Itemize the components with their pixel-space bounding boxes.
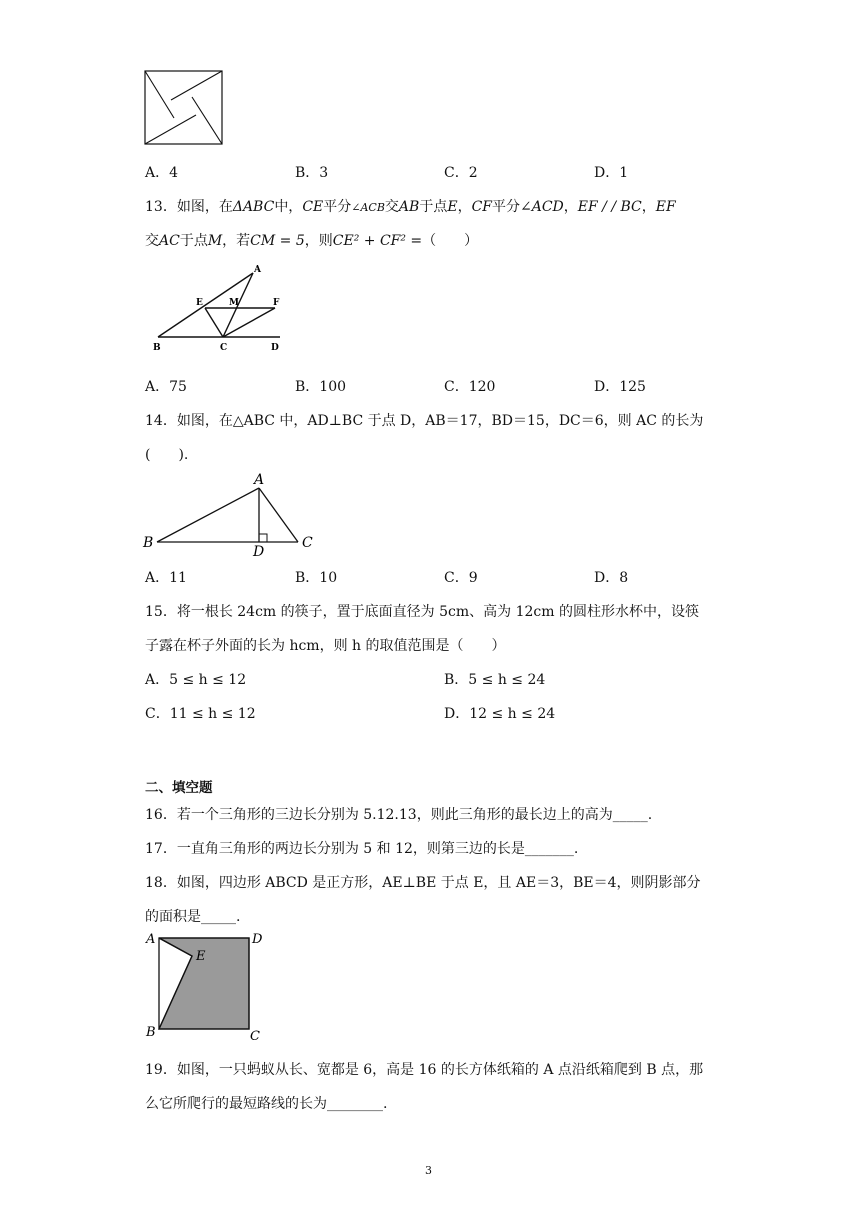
q13-line-1: 13．如图，在ΔABC中，CE平分∠ACB交AB于点E，CF平分∠ACD，EF / / BC，EF	[145, 199, 676, 215]
q14-option-a: A．11	[145, 570, 187, 586]
q18-label-a: A	[146, 932, 156, 947]
q15-option-a: A．5 ≤ h ≤ 12	[145, 672, 247, 688]
q13-label-f: F	[273, 298, 280, 308]
q14-label-c: C	[302, 535, 313, 551]
q13-label-c: C	[220, 343, 228, 353]
section-heading-fill-in: 二、填空题	[145, 780, 213, 796]
q13-option-a: A．75	[145, 379, 187, 395]
q12-pinwheel-figure	[144, 70, 224, 146]
q15-option-d: D．12 ≤ h ≤ 24	[444, 706, 556, 722]
q15-line-2: 子露在杯子外面的长为 hcm，则 h 的取值范围是（ ）	[145, 638, 506, 654]
q13-triangle-figure	[145, 262, 290, 354]
q15-option-c: C．11 ≤ h ≤ 12	[145, 706, 256, 722]
q13-option-c: C．120	[444, 379, 496, 395]
q14-label-b: B	[143, 535, 154, 551]
q17-text: 17．一直角三角形的两边长分别为 5 和 12，则第三边的长是_______.	[145, 841, 579, 857]
q16-text: 16．若一个三角形的三边长分别为 5.12.13，则此三角形的最长边上的高为_____.	[145, 807, 653, 823]
q18-label-b: B	[146, 1025, 156, 1040]
q13-label-b: B	[153, 343, 161, 353]
q18-square-figure	[143, 928, 269, 1046]
q14-option-b: B．10	[295, 570, 338, 586]
q13-option-b: B．100	[295, 379, 347, 395]
q12-option-a: A．4	[145, 165, 179, 181]
q19-line-1: 19．如图，一只蚂蚁从长、宽都是 6，高是 16 的长方体纸箱的 A 点沿纸箱爬到 B 点，那	[145, 1062, 704, 1078]
q12-option-b: B．3	[295, 165, 329, 181]
q15-line-1: 15．将一根长 24cm 的筷子，置于底面直径为 5cm、高为 12cm 的圆柱形水杯中，设筷	[145, 604, 699, 620]
q18-label-d: D	[252, 932, 263, 947]
q14-option-c: C．9	[444, 570, 478, 586]
q13-option-d: D．125	[594, 379, 646, 395]
q18-label-c: C	[250, 1029, 260, 1044]
q14-label-a: A	[254, 472, 265, 488]
q19-line-2: 么它所爬行的最短路线的长为________.	[145, 1096, 388, 1112]
q15-option-b: B．5 ≤ h ≤ 24	[444, 672, 546, 688]
page-number: 3	[425, 1164, 432, 1177]
q13-label-d: D	[271, 343, 279, 353]
q18-label-e: E	[196, 949, 206, 964]
q14-triangle-figure	[140, 470, 320, 558]
q14-option-d: D．8	[594, 570, 629, 586]
q12-option-c: C．2	[444, 165, 478, 181]
q12-option-d: D．1	[594, 165, 629, 181]
q14-line-1: 14．如图，在△ABC 中，AD⊥BC 于点 D，AB＝17，BD＝15，DC＝6，则 AC 的长为	[145, 413, 704, 429]
q13-label-m: M	[229, 298, 239, 308]
q13-label-a: A	[254, 265, 261, 275]
q14-line-2: ( ).	[145, 447, 189, 463]
q18-line-1: 18．如图，四边形 ABCD 是正方形，AE⊥BE 于点 E，且 AE＝3，BE＝4，则阴影部分	[145, 875, 701, 891]
q13-label-e: E	[196, 298, 203, 308]
q13-line-2: 交AC于点M，若CM = 5，则CE² + CF² =（ ）	[145, 233, 479, 249]
q18-line-2: 的面积是_____.	[145, 909, 241, 925]
q14-label-d: D	[253, 544, 265, 558]
